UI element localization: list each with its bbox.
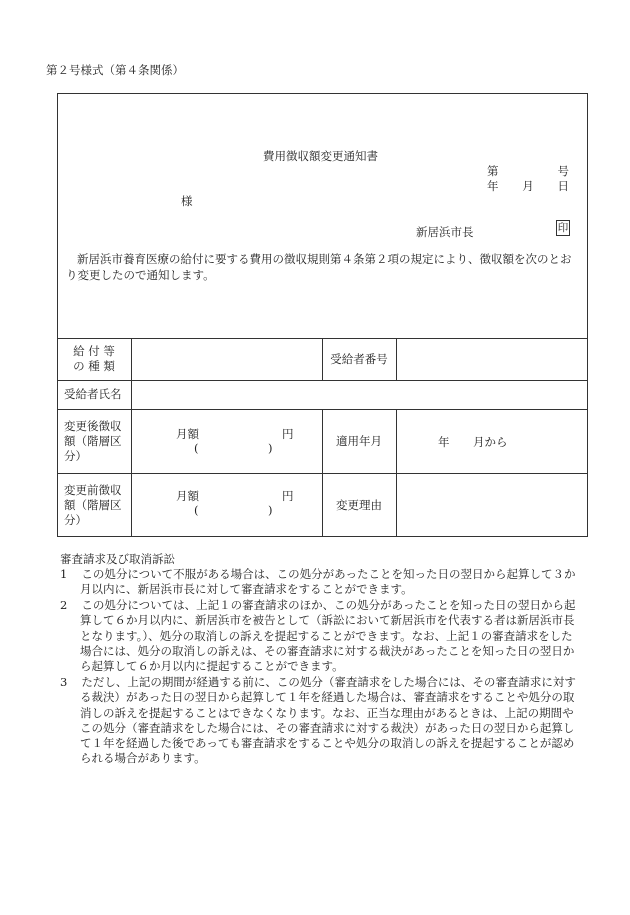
table-col-divider (131, 338, 132, 537)
new-paren-open: ( (194, 441, 199, 455)
issuer: 新居浜市長 (416, 225, 474, 239)
date-month: 月 (522, 179, 534, 193)
apply-year: 年 (438, 435, 450, 449)
old-monthly-label: 月額 (176, 489, 199, 503)
new-amount-label: 変更後徴収 額（階層区 分） (64, 418, 122, 463)
appeal-title: 審査請求及び取消訴訟 (60, 552, 175, 566)
old-amount-label: 変更前徴収 額（階層区 分） (64, 482, 122, 527)
table-row-divider (57, 380, 588, 381)
change-reason-label: 変更理由 (336, 497, 382, 512)
number-prefix: 第 (487, 164, 499, 178)
old-yen-label: 円 (282, 489, 294, 503)
appeal-item: 3 ただし、上記の期間が経過する前に、この処分（審査請求をした場合には、その審査請求に対する裁決）があった日の翌日から起算して１年を経過した場合は、審査請求をすることや処分の取消しの訴えを提起することはできなくなります。なお、正当な理由があるときは、上記の期間やこの処分（審査請求をした場合には、その審査請求に対する裁決）があった日の翌日から起算して１年を経過した後であっても審査請求をすることや処分の取消しの訴えを提起することが認められる場合があります。 (60, 675, 576, 766)
appeal-item: 2 この処分については、上記１の審査請求のほか、この処分があったことを知った日の翌日から起算して６か月以内に、新居浜市を被告として（訴訟において新居浜市を代表する者は新居浜市長となります。）、処分の取消しの訴えを提起することができます。なお、上記１の審査請求をした場合には、処分の取消しの訴えは、その審査請求に対する裁決があったことを知った日の翌日から起算して６か月以内に提起することができます。 (60, 598, 576, 674)
date-line (487, 178, 569, 194)
appeal-item: 1 この処分について不服がある場合は、この処分があったことを知った日の翌日から起算して３か月以内に、新居浜市長に対して審査請求をすることができます。 (60, 567, 576, 597)
table-col-divider (396, 409, 397, 537)
form-label: 第２号様式（第４条関係） (46, 63, 184, 77)
date-year: 年 (487, 179, 499, 193)
apply-from: 月から (473, 435, 508, 449)
new-yen-label: 円 (282, 427, 294, 441)
apply-month-label: 適用年月 (336, 433, 382, 448)
old-paren-open: ( (194, 503, 199, 517)
new-monthly-label: 月額 (176, 427, 199, 441)
document-title: 費用徴収額変更通知書 (263, 149, 378, 163)
benefit-type-label: 給 付 等 の 種 類 (73, 344, 115, 373)
number-line (487, 163, 569, 179)
number-suffix: 号 (557, 164, 569, 178)
old-paren-close: ) (268, 503, 273, 517)
table-col-divider (396, 338, 397, 380)
seal-box: 印 (557, 222, 569, 234)
date-day: 日 (557, 179, 569, 193)
new-paren-close: ) (268, 441, 273, 455)
notice-body: 新居浜市養育医療の給付に要する費用の徴収規則第４条第２項の規定により、徴収額を次のとおり変更したので通知します。 (66, 252, 572, 282)
recipient-name-label: 受給者氏名 (64, 387, 122, 401)
recipient-number-label: 受給者番号 (330, 351, 388, 366)
addressee-suffix: 様 (181, 194, 193, 208)
